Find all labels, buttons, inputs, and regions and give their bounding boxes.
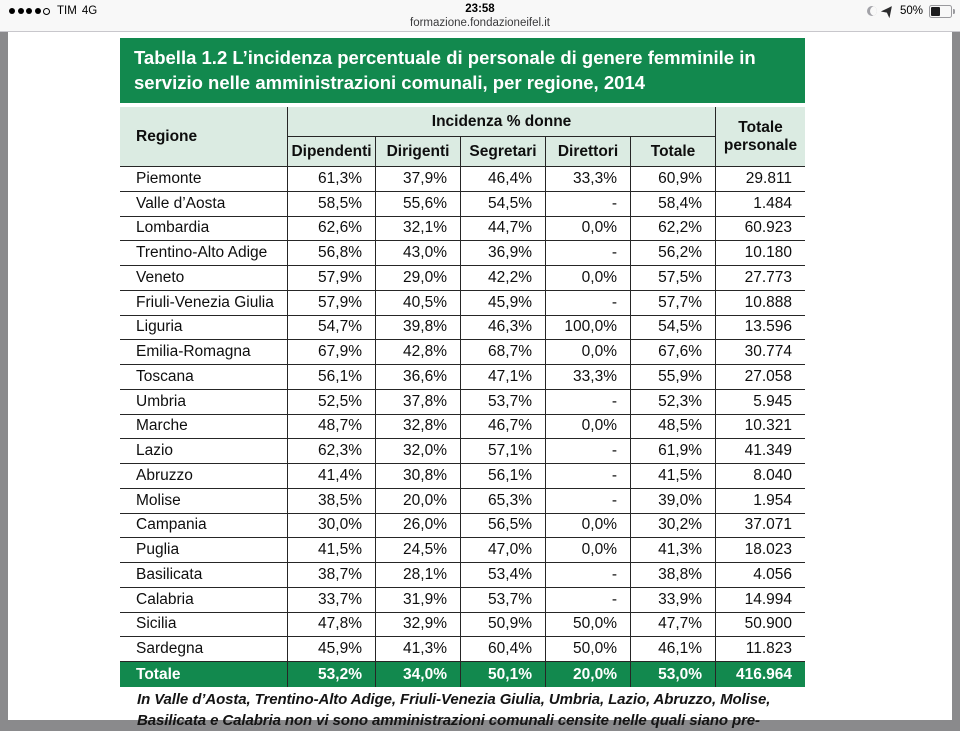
value-cell: 36,6%	[375, 365, 460, 390]
total-personale-cell: 18.023	[715, 538, 805, 563]
table-title: Tabella 1.2 L’incidenza percentuale di personale di genere femminile in servizio nelle amministrazioni comunali, per regione, 2014	[120, 38, 805, 103]
table-footnote: In Valle d’Aosta, Trentino-Alto Adige, Friuli-Venezia Giulia, Umbria, Lazio, Abruzzo, Molise, Basilicata e Calabria non vi sono amministrazioni comunali censite nelle quali siano pre-	[137, 691, 771, 729]
battery-fill	[931, 7, 940, 16]
value-cell: 53,0%	[630, 662, 715, 687]
value-cell: 0,0%	[545, 538, 630, 563]
total-personale-cell: 10.180	[715, 241, 805, 266]
value-cell: 34,0%	[375, 662, 460, 687]
total-personale-cell: 30.774	[715, 340, 805, 365]
total-personale-cell: 10.888	[715, 291, 805, 316]
value-cell: 54,5%	[630, 316, 715, 341]
table-row	[120, 563, 805, 588]
value-cell: 53,4%	[460, 563, 545, 588]
column-header-regione: Regione	[120, 107, 287, 167]
table-row	[120, 588, 805, 613]
value-cell: 32,0%	[375, 439, 460, 464]
value-cell: -	[545, 588, 630, 613]
value-cell: 30,2%	[630, 514, 715, 539]
value-cell: 48,5%	[630, 415, 715, 440]
total-personale-cell: 14.994	[715, 588, 805, 613]
value-cell: 52,3%	[630, 390, 715, 415]
value-cell: 67,6%	[630, 340, 715, 365]
carrier-label: TIM	[57, 5, 77, 17]
value-cell: 57,7%	[630, 291, 715, 316]
status-bar-right	[867, 5, 952, 18]
region-cell: Calabria	[120, 588, 287, 613]
total-personale-cell: 29.811	[715, 167, 805, 192]
value-cell: 57,9%	[287, 266, 375, 291]
column-header-dipendenti: Dipendenti	[287, 137, 375, 167]
value-cell: 50,9%	[460, 613, 545, 638]
value-cell: 38,7%	[287, 563, 375, 588]
region-cell: Trentino-Alto Adige	[120, 241, 287, 266]
region-cell: Piemonte	[120, 167, 287, 192]
value-cell: -	[545, 464, 630, 489]
column-header-totale: Totale	[630, 137, 715, 167]
table-row	[120, 538, 805, 563]
value-cell: 56,1%	[460, 464, 545, 489]
value-cell: -	[545, 241, 630, 266]
total-personale-cell: 27.058	[715, 365, 805, 390]
value-cell: 20,0%	[375, 489, 460, 514]
value-cell: 60,4%	[460, 637, 545, 662]
table-row	[120, 415, 805, 440]
total-personale-cell: 8.040	[715, 464, 805, 489]
document-table-region	[120, 38, 805, 731]
value-cell: 62,3%	[287, 439, 375, 464]
column-header-dirigenti: Dirigenti	[375, 137, 460, 167]
region-cell: Emilia-Romagna	[120, 340, 287, 365]
region-cell: Lombardia	[120, 217, 287, 242]
region-cell: Abruzzo	[120, 464, 287, 489]
value-cell: 41,5%	[287, 538, 375, 563]
value-cell: 65,3%	[460, 489, 545, 514]
value-cell: -	[545, 489, 630, 514]
value-cell: -	[545, 439, 630, 464]
region-cell: Toscana	[120, 365, 287, 390]
value-cell: 38,8%	[630, 563, 715, 588]
region-cell: Veneto	[120, 266, 287, 291]
value-cell: 58,5%	[287, 192, 375, 217]
value-cell: 47,7%	[630, 613, 715, 638]
column-header-totale-personale: Totale personale	[715, 107, 805, 167]
table-row	[120, 241, 805, 266]
region-cell: Valle d’Aosta	[120, 192, 287, 217]
value-cell: 46,3%	[460, 316, 545, 341]
value-cell: 47,8%	[287, 613, 375, 638]
value-cell: 32,1%	[375, 217, 460, 242]
value-cell: 26,0%	[375, 514, 460, 539]
total-personale-cell: 5.945	[715, 390, 805, 415]
value-cell: 41,3%	[375, 637, 460, 662]
table-row	[120, 489, 805, 514]
value-cell: 61,3%	[287, 167, 375, 192]
table-row	[120, 464, 805, 489]
table-row	[120, 266, 805, 291]
region-cell: Liguria	[120, 316, 287, 341]
table-body	[120, 167, 805, 687]
value-cell: 30,8%	[375, 464, 460, 489]
value-cell: 38,5%	[287, 489, 375, 514]
value-cell: 56,8%	[287, 241, 375, 266]
clock: 23:58	[465, 3, 495, 15]
table-row	[120, 192, 805, 217]
value-cell: 56,1%	[287, 365, 375, 390]
table-row	[120, 514, 805, 539]
data-table	[120, 107, 805, 687]
total-personale-cell: 1.954	[715, 489, 805, 514]
value-cell: 45,9%	[287, 637, 375, 662]
table-row	[120, 365, 805, 390]
value-cell: 37,9%	[375, 167, 460, 192]
total-personale-cell: 37.071	[715, 514, 805, 539]
value-cell: 0,0%	[545, 266, 630, 291]
value-cell: -	[545, 192, 630, 217]
value-cell: 62,6%	[287, 217, 375, 242]
total-personale-cell: 50.900	[715, 613, 805, 638]
value-cell: 56,2%	[630, 241, 715, 266]
value-cell: 57,1%	[460, 439, 545, 464]
table-row	[120, 167, 805, 192]
location-arrow-icon	[881, 3, 896, 18]
value-cell: 54,7%	[287, 316, 375, 341]
column-header-segretari: Segretari	[460, 137, 545, 167]
total-personale-cell: 41.349	[715, 439, 805, 464]
total-personale-cell: 13.596	[715, 316, 805, 341]
region-cell: Campania	[120, 514, 287, 539]
status-bar	[0, 0, 960, 32]
value-cell: 61,9%	[630, 439, 715, 464]
value-cell: -	[545, 291, 630, 316]
do-not-disturb-moon-icon	[867, 6, 877, 16]
region-cell: Lazio	[120, 439, 287, 464]
value-cell: 60,9%	[630, 167, 715, 192]
total-personale-cell: 1.484	[715, 192, 805, 217]
value-cell: 50,0%	[545, 613, 630, 638]
table-row	[120, 637, 805, 662]
total-personale-cell: 27.773	[715, 266, 805, 291]
value-cell: 57,9%	[287, 291, 375, 316]
value-cell: 39,0%	[630, 489, 715, 514]
value-cell: 53,7%	[460, 390, 545, 415]
value-cell: 39,8%	[375, 316, 460, 341]
table-total-row	[120, 662, 805, 687]
value-cell: 29,0%	[375, 266, 460, 291]
value-cell: 24,5%	[375, 538, 460, 563]
value-cell: 55,9%	[630, 365, 715, 390]
table-row	[120, 439, 805, 464]
value-cell: 54,5%	[460, 192, 545, 217]
battery-percent-label: 50%	[899, 5, 923, 18]
region-cell: Basilicata	[120, 563, 287, 588]
total-personale-cell: 60.923	[715, 217, 805, 242]
value-cell: 46,7%	[460, 415, 545, 440]
value-cell: 0,0%	[545, 340, 630, 365]
region-cell: Totale	[120, 662, 287, 687]
value-cell: 40,5%	[375, 291, 460, 316]
value-cell: 37,8%	[375, 390, 460, 415]
region-cell: Friuli-Venezia Giulia	[120, 291, 287, 316]
total-personale-cell: 416.964	[715, 662, 805, 687]
network-type-label: 4G	[81, 5, 98, 17]
value-cell: 33,3%	[545, 167, 630, 192]
region-cell: Marche	[120, 415, 287, 440]
value-cell: -	[545, 390, 630, 415]
total-personale-cell: 11.823	[715, 637, 805, 662]
value-cell: 30,0%	[287, 514, 375, 539]
value-cell: 100,0%	[545, 316, 630, 341]
value-cell: -	[545, 563, 630, 588]
value-cell: 50,1%	[460, 662, 545, 687]
value-cell: 33,7%	[287, 588, 375, 613]
value-cell: 56,5%	[460, 514, 545, 539]
value-cell: 32,8%	[375, 415, 460, 440]
value-cell: 62,2%	[630, 217, 715, 242]
region-cell: Molise	[120, 489, 287, 514]
group-header-incidenza: Incidenza % donne	[287, 107, 715, 137]
battery-nub	[953, 9, 955, 14]
web-page-viewport[interactable]	[8, 32, 952, 729]
value-cell: 41,5%	[630, 464, 715, 489]
value-cell: 33,3%	[545, 365, 630, 390]
value-cell: 0,0%	[545, 217, 630, 242]
table-row	[120, 316, 805, 341]
value-cell: 53,2%	[287, 662, 375, 687]
value-cell: 48,7%	[287, 415, 375, 440]
total-personale-cell: 4.056	[715, 563, 805, 588]
value-cell: 45,9%	[460, 291, 545, 316]
value-cell: 32,9%	[375, 613, 460, 638]
table-row	[120, 390, 805, 415]
value-cell: 55,6%	[375, 192, 460, 217]
value-cell: 46,4%	[460, 167, 545, 192]
value-cell: 41,3%	[630, 538, 715, 563]
table-row	[120, 291, 805, 316]
region-cell: Umbria	[120, 390, 287, 415]
value-cell: 42,2%	[460, 266, 545, 291]
value-cell: 47,0%	[460, 538, 545, 563]
value-cell: 58,4%	[630, 192, 715, 217]
total-personale-cell: 10.321	[715, 415, 805, 440]
value-cell: 52,5%	[287, 390, 375, 415]
value-cell: 0,0%	[545, 415, 630, 440]
battery-icon	[929, 5, 952, 18]
value-cell: 47,1%	[460, 365, 545, 390]
region-cell: Sicilia	[120, 613, 287, 638]
value-cell: 36,9%	[460, 241, 545, 266]
table-row	[120, 613, 805, 638]
value-cell: 28,1%	[375, 563, 460, 588]
value-cell: 31,9%	[375, 588, 460, 613]
table-row	[120, 217, 805, 242]
value-cell: 0,0%	[545, 514, 630, 539]
value-cell: 42,8%	[375, 340, 460, 365]
table-row	[120, 340, 805, 365]
value-cell: 43,0%	[375, 241, 460, 266]
table-header	[120, 107, 805, 167]
region-cell: Sardegna	[120, 637, 287, 662]
value-cell: 20,0%	[545, 662, 630, 687]
value-cell: 57,5%	[630, 266, 715, 291]
value-cell: 53,7%	[460, 588, 545, 613]
value-cell: 67,9%	[287, 340, 375, 365]
column-header-direttori: Direttori	[545, 137, 630, 167]
address-bar-url[interactable]: formazione.fondazioneifel.it	[410, 16, 550, 29]
value-cell: 46,1%	[630, 637, 715, 662]
value-cell: 44,7%	[460, 217, 545, 242]
value-cell: 41,4%	[287, 464, 375, 489]
region-cell: Puglia	[120, 538, 287, 563]
value-cell: 68,7%	[460, 340, 545, 365]
value-cell: 50,0%	[545, 637, 630, 662]
value-cell: 33,9%	[630, 588, 715, 613]
